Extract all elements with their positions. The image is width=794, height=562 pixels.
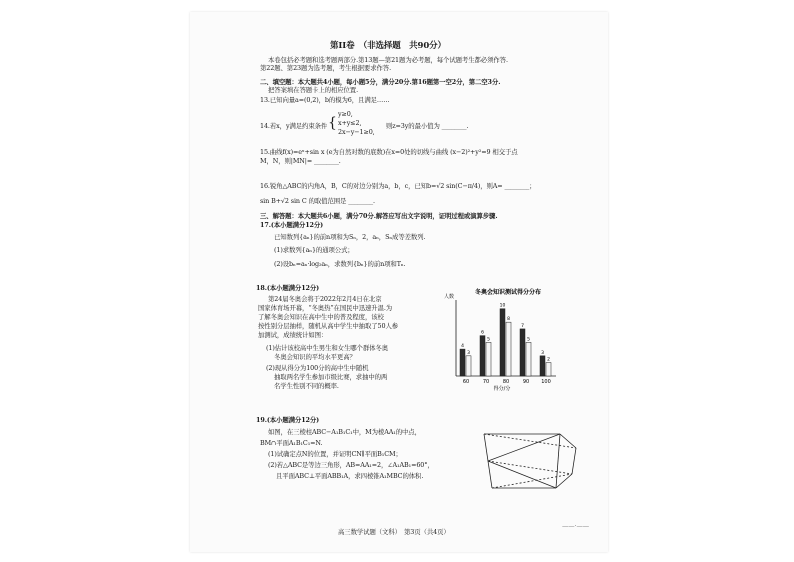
question-17-head: 17.(本小题满分12分)	[260, 221, 324, 229]
chart-xlabel: 得分/分	[493, 386, 511, 392]
bar-value-label: 3	[467, 350, 470, 356]
q18-line-3: 了解冬奥会知识在高中生中的普及程度，该校	[258, 313, 384, 321]
bar-value-label: 5	[527, 337, 530, 343]
prism-figure	[472, 422, 582, 498]
question-17-line-2: (1)求数列{aₙ}的通项公式；	[274, 246, 354, 254]
q18-line-9: 抽取两名学生参加市级比赛，求抽中的两	[274, 373, 388, 381]
q18-line-5: 加测试，成绩统计如图：	[258, 331, 328, 339]
question-18-head: 18.(本小题满分12分)	[256, 284, 320, 292]
bar-90-series-1	[520, 329, 525, 376]
bar-value-label: 8	[507, 317, 510, 323]
question-15-line-1: 15.曲线f(x)=eˣ+sin x (e为自然对数的底数)在x=0处的切线与曲线 (x−2)²+y²=9 相交于点	[260, 148, 518, 156]
question-16-line-1: 16.锐角△ABC的内角A，B，C的对边分别为a，b，c，已知b=√2 sin(C−π/4)，则A= ________；	[260, 182, 536, 190]
section2-title: 二、填空题：本大题共4小题，每小题5分，满分20分.第16题第一空2分，第二空3分.	[260, 78, 501, 86]
corner-mark: ——·——	[562, 522, 590, 530]
score-bar-chart	[440, 284, 560, 394]
exam-page	[190, 12, 608, 552]
chart-ylabel: 人数	[444, 294, 455, 300]
q18-line-7: 冬奥会知识的平均水平更高？	[274, 353, 356, 361]
bar-value-label: 10	[499, 303, 506, 309]
constraint-2: x+y≤2,	[338, 119, 362, 127]
section3-title: 三、解答题：本大题共6小题，满分70分.解答应写出文字说明，证明过程或演算步骤.	[260, 212, 498, 220]
q19-line-3: (1)试确定点N的位置，并证明CN∥平面B₁CM；	[268, 450, 402, 458]
question-19-head: 19.(本小题满分12分)	[256, 416, 320, 424]
x-tick-label: 70	[482, 379, 490, 385]
q18-line-1: 第24届冬奥会将于2022年2月4日在北京	[268, 295, 382, 303]
bar-90-series-2	[526, 342, 531, 376]
bar-value-label: 6	[481, 330, 484, 336]
bar-value-label: 4	[461, 344, 464, 350]
instruction-line-2: 第22题、第23题为选考题，考生根据要求作答.	[260, 64, 392, 72]
q18-line-2: 国家体育场开幕，“冬奥热”在国民中迅速升温.为	[258, 304, 393, 312]
page-footer: 高三数学试题（文科） 第3页（共4页）	[338, 528, 450, 536]
bar-100-series-2	[546, 363, 551, 376]
bar-60-series-1	[460, 349, 465, 376]
bar-value-label: 2	[547, 357, 550, 363]
x-tick-label: 100	[541, 379, 551, 385]
bar-70-series-1	[480, 336, 485, 376]
chart-bars	[460, 303, 551, 376]
bar-value-label: 5	[487, 337, 490, 343]
bar-70-series-2	[486, 342, 491, 376]
question-17-line-1: 已知数列{aₙ}的前n项和为Sₙ，2，aₙ，Sₙ成等差数列.	[274, 233, 426, 241]
bar-value-label: 3	[541, 350, 544, 356]
constraint-1: y≥0,	[338, 110, 353, 118]
question-13: 13.已知向量a=(0,2)，b的模为6，且满足……	[260, 96, 390, 104]
question-16-line-2: sin B+√2 sin C 的取值范围是 ________.	[260, 197, 375, 205]
bar-80-series-1	[500, 309, 505, 376]
x-tick-label: 60	[462, 379, 470, 385]
instruction-line-1: 本卷包括必考题和选考题两部分.第13题—第21题为必考题，每个试题考生都必须作答.	[268, 56, 508, 64]
bar-100-series-1	[540, 356, 545, 376]
chart-ticks	[463, 379, 551, 385]
q18-line-10: 名学生性别不同的概率.	[274, 382, 339, 390]
x-tick-label: 90	[522, 379, 530, 385]
q19-line-2: BM∩平面A₁B₁C₁=N.	[260, 439, 323, 447]
question-17-line-3: (2)设bₙ=aₙ·log₂aₙ，求数列{bₙ}的前n项和Tₙ.	[274, 260, 406, 268]
q19-line-1: 如图，在三棱柱ABC−A₁B₁C₁中，M为棱AA₁的中点，	[268, 428, 421, 436]
q19-line-5: 且平面ABC⊥平面ABB₁A，求四棱锥A₁MBC的体积.	[276, 472, 424, 480]
question-15-line-2: M，N，则|MN|= ________.	[260, 157, 341, 165]
q18-line-4: 按性别分层抽样，随机从高中学生中抽取了50人参	[258, 322, 399, 330]
q19-line-4: (2)若△ABC是等边三角形，AB=AA₁=2，∠A₁AB₁=60°，	[268, 461, 434, 469]
page-title: 第II卷 （非选择题 共90分）	[330, 41, 446, 51]
section2-note: 把答案填在答题卡上的相应位置.	[268, 86, 358, 94]
question-14-lead: 14.若x，y满足约束条件	[260, 122, 328, 130]
constraint-3: 2x−y−1≥0,	[338, 128, 375, 136]
question-14-tail: 则z=3y的最小值为 ________.	[386, 122, 469, 130]
q18-line-8: (2)现从得分为100分的高中生中随机	[266, 364, 369, 372]
chart-title: 冬奥会知识测试得分分布	[474, 289, 542, 296]
x-tick-label: 80	[502, 379, 510, 385]
system-brace: {	[328, 115, 337, 131]
bar-value-label: 7	[521, 323, 524, 329]
bar-60-series-2	[466, 356, 471, 376]
q18-line-6: (1)估计该校高中生男生和女生哪个群体冬奥	[266, 344, 388, 352]
bar-80-series-2	[506, 322, 511, 376]
